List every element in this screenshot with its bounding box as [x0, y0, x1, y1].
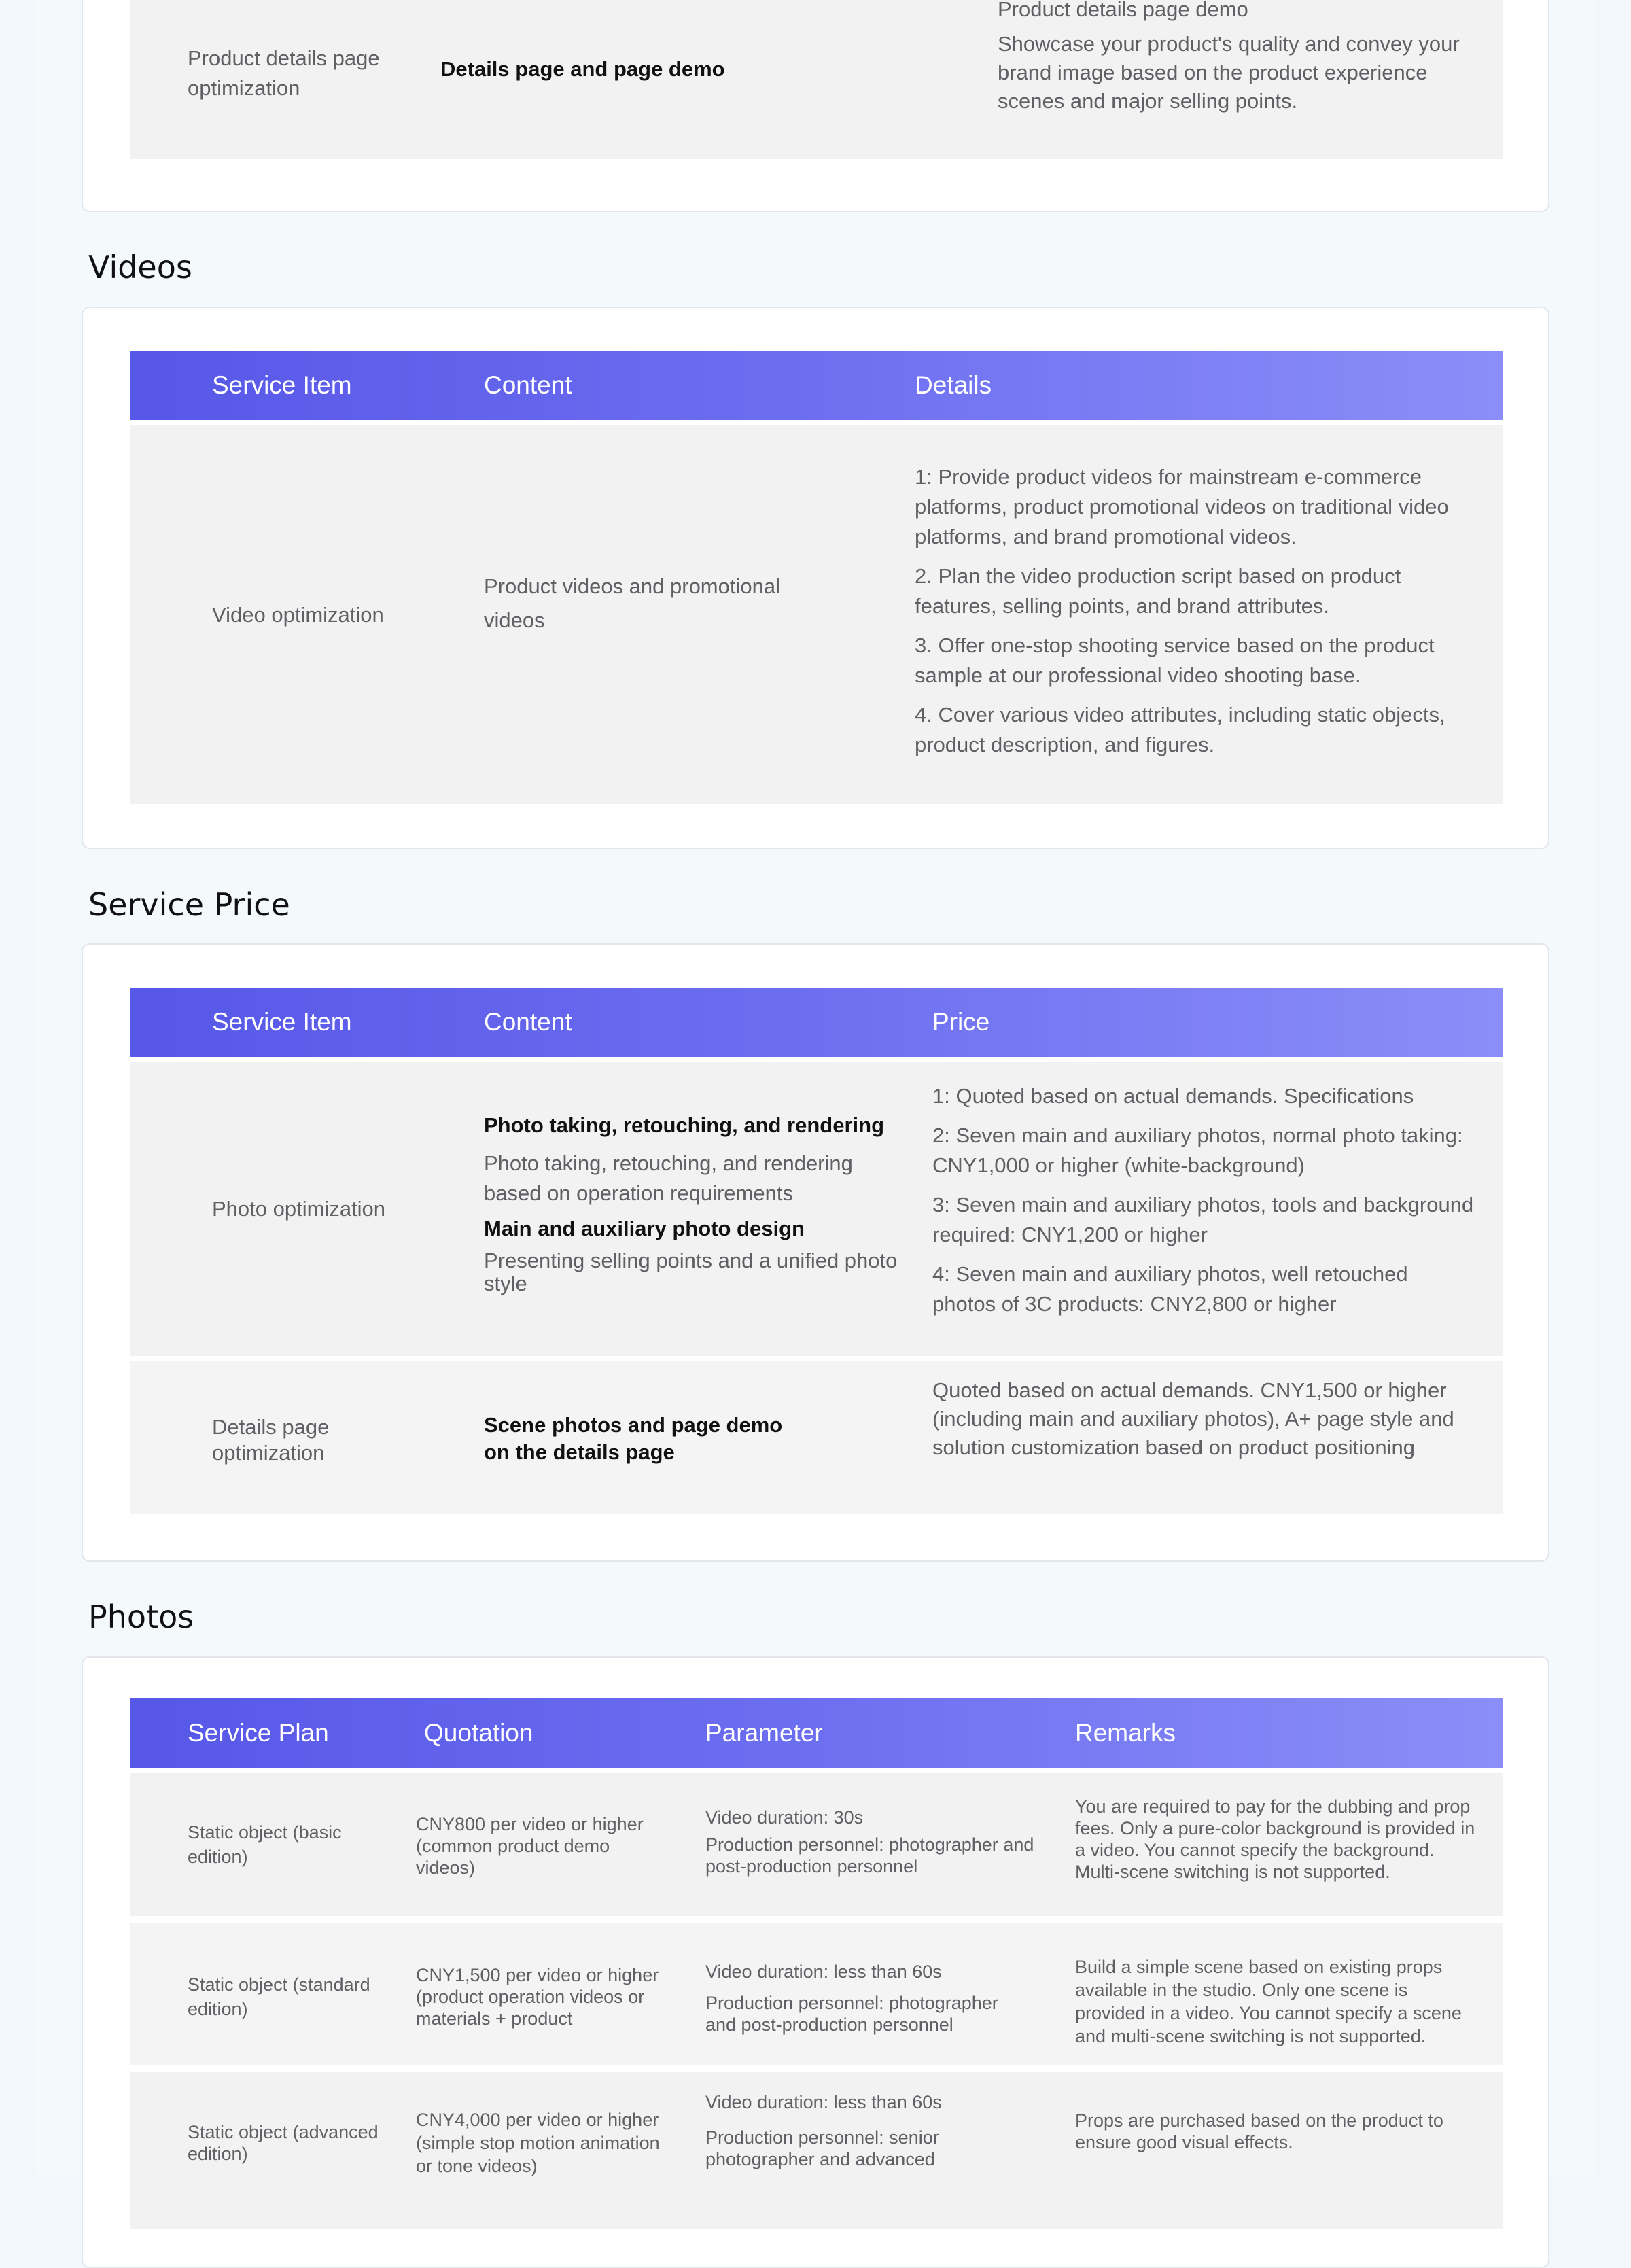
- service-item: Photo optimization: [212, 1197, 386, 1221]
- content-cell: [484, 570, 837, 638]
- service-item: Product details page optimization: [188, 46, 380, 100]
- header-service-item: Service Item: [212, 371, 352, 399]
- section-title-videos: Videos: [88, 249, 192, 285]
- remarks-cell: [1075, 1955, 1483, 2048]
- detail-text: Showcase your product's quality and convey your brand image based on the product experience scenes and major selling points.: [998, 32, 1460, 113]
- videos-card: [82, 307, 1549, 849]
- content-text: Presenting selling points and a unified photo style: [484, 1249, 898, 1296]
- header-service-plan: Service Plan: [188, 1719, 329, 1747]
- table-header: [130, 1698, 1503, 1768]
- plan-name: Static object (advanced edition): [188, 2121, 379, 2164]
- plan-name: Static object (standard edition): [188, 1974, 370, 2020]
- remarks-cell: [1075, 1796, 1483, 1883]
- details-cell: [915, 462, 1479, 760]
- header-content: Content: [484, 1008, 572, 1036]
- price-cell: [932, 1081, 1476, 1319]
- plan-cell: [188, 1972, 391, 2021]
- service-item-cell: [212, 1414, 389, 1466]
- header-price: Price: [932, 1008, 990, 1036]
- content-heading: Photo taking, retouching, and rendering: [484, 1113, 885, 1138]
- details-cell: [998, 0, 1487, 116]
- price-item: 3: Seven main and auxiliary photos, tools and background required: CNY1,200 or higher: [932, 1193, 1474, 1247]
- price-item: 4: Seven main and auxiliary photos, well retouched photos of 3C products: CNY2,800 or higher: [932, 1262, 1408, 1316]
- parameter-cell: [705, 2091, 1018, 2170]
- remarks-text: Props are purchased based on the product to ensure good visual effects.: [1075, 2110, 1443, 2153]
- service-item-cell: [188, 43, 405, 103]
- header-service-item: Service Item: [212, 1008, 352, 1036]
- service-item-cell: [212, 1194, 457, 1224]
- page-container: [34, 0, 1597, 2175]
- price-item: Quoted based on actual demands. CNY1,500 or higher (including main and auxiliary photos), A+ page style and solution customization based on product positioning: [932, 1378, 1454, 1460]
- service-item-cell: [212, 600, 457, 630]
- header-details: Details: [915, 371, 992, 399]
- content-cell: [484, 1111, 912, 1295]
- content-text: Photo taking, retouching, and rendering based on operation requirements: [484, 1151, 853, 1206]
- detail-item: 1: Provide product videos for mainstream e-commerce platforms, product promotional videos on traditional video platforms, and brand promotional videos.: [915, 464, 1449, 548]
- price-item: 2: Seven main and auxiliary photos, normal photo taking: CNY1,000 or higher (white-background): [932, 1123, 1463, 1178]
- table-row: [130, 1062, 1503, 1356]
- content-text: Product videos and promotional videos: [484, 574, 780, 632]
- parameter-cell: [705, 1807, 1045, 1877]
- quotation-text: CNY1,500 per video or higher (product operation videos or materials + product: [416, 1965, 659, 2029]
- content-cell: [484, 1412, 783, 1466]
- quotation-cell: [416, 1813, 661, 1879]
- photos-card: [82, 1656, 1549, 2268]
- parameter-cell: [705, 1961, 1004, 2036]
- parameter-duration: Video duration: less than 60s: [705, 2092, 942, 2112]
- parameter-personnel: Production personnel: photographer and post-production personnel: [705, 1993, 998, 2036]
- remarks-text: Build a simple scene based on existing props available in the studio. Only one scene is provided in a video. You cannot specify a scene and multi-scene switching is not supported.: [1075, 1956, 1462, 2046]
- table-row: [130, 425, 1503, 804]
- detail-item: 4. Cover various video attributes, including static objects, product description, and figures.: [915, 702, 1445, 756]
- table-row: [130, 1773, 1503, 1916]
- plan-cell: [188, 1820, 385, 1869]
- table-row: [130, 1923, 1503, 2065]
- parameter-duration: Video duration: 30s: [705, 1807, 864, 1828]
- table-row: [130, 1361, 1503, 1514]
- content-title: Details page and page demo: [440, 57, 725, 81]
- content-heading: Scene photos and page demo on the details page: [484, 1413, 783, 1465]
- detail-item: 3. Offer one-stop shooting service based on the product sample at our professional video shooting base.: [915, 633, 1435, 687]
- header-quotation: Quotation: [424, 1719, 533, 1747]
- parameter-duration: Video duration: less than 60s: [705, 1961, 942, 1983]
- details-card: [82, 0, 1549, 212]
- header-remarks: Remarks: [1075, 1719, 1176, 1747]
- table-row: [130, 0, 1503, 159]
- remarks-cell: [1075, 2110, 1483, 2153]
- parameter-personnel: Production personnel: photographer and post-production personnel: [705, 1834, 1034, 1877]
- table-row: [130, 2072, 1503, 2229]
- parameter-personnel: Production personnel: senior photographer and advanced: [705, 2127, 939, 2169]
- service-price-card: [82, 943, 1549, 1562]
- content-cell: [440, 54, 821, 84]
- detail-title: Product details page demo: [998, 0, 1248, 21]
- detail-item: 2. Plan the video production script based on product features, selling points, and brand attributes.: [915, 563, 1401, 618]
- price-item: 1: Quoted based on actual demands. Specifications: [932, 1084, 1414, 1109]
- service-item: Details page optimization: [212, 1415, 330, 1465]
- quotation-text: CNY800 per video or higher (common product demo videos): [416, 1814, 644, 1879]
- header-content: Content: [484, 371, 572, 399]
- service-item: Video optimization: [212, 602, 384, 627]
- table-header: [130, 988, 1503, 1057]
- remarks-text: You are required to pay for the dubbing and prop fees. Only a pure-color background is provided in a video. You cannot specify the background. Multi-scene switching is not supported.: [1075, 1796, 1475, 1882]
- price-cell: [932, 1376, 1476, 1462]
- quotation-text: CNY4,000 per video or higher (simple stop motion animation or tone videos): [416, 2109, 660, 2176]
- section-title-photos: Photos: [88, 1599, 194, 1635]
- table-header: [130, 351, 1503, 420]
- quotation-cell: [416, 1964, 674, 2029]
- quotation-cell: [416, 2108, 674, 2178]
- plan-name: Static object (basic edition): [188, 1822, 342, 1867]
- content-heading: Main and auxiliary photo design: [484, 1217, 805, 1241]
- section-title-service-price: Service Price: [88, 886, 290, 923]
- header-parameter: Parameter: [705, 1719, 823, 1747]
- plan-cell: [188, 2121, 385, 2165]
